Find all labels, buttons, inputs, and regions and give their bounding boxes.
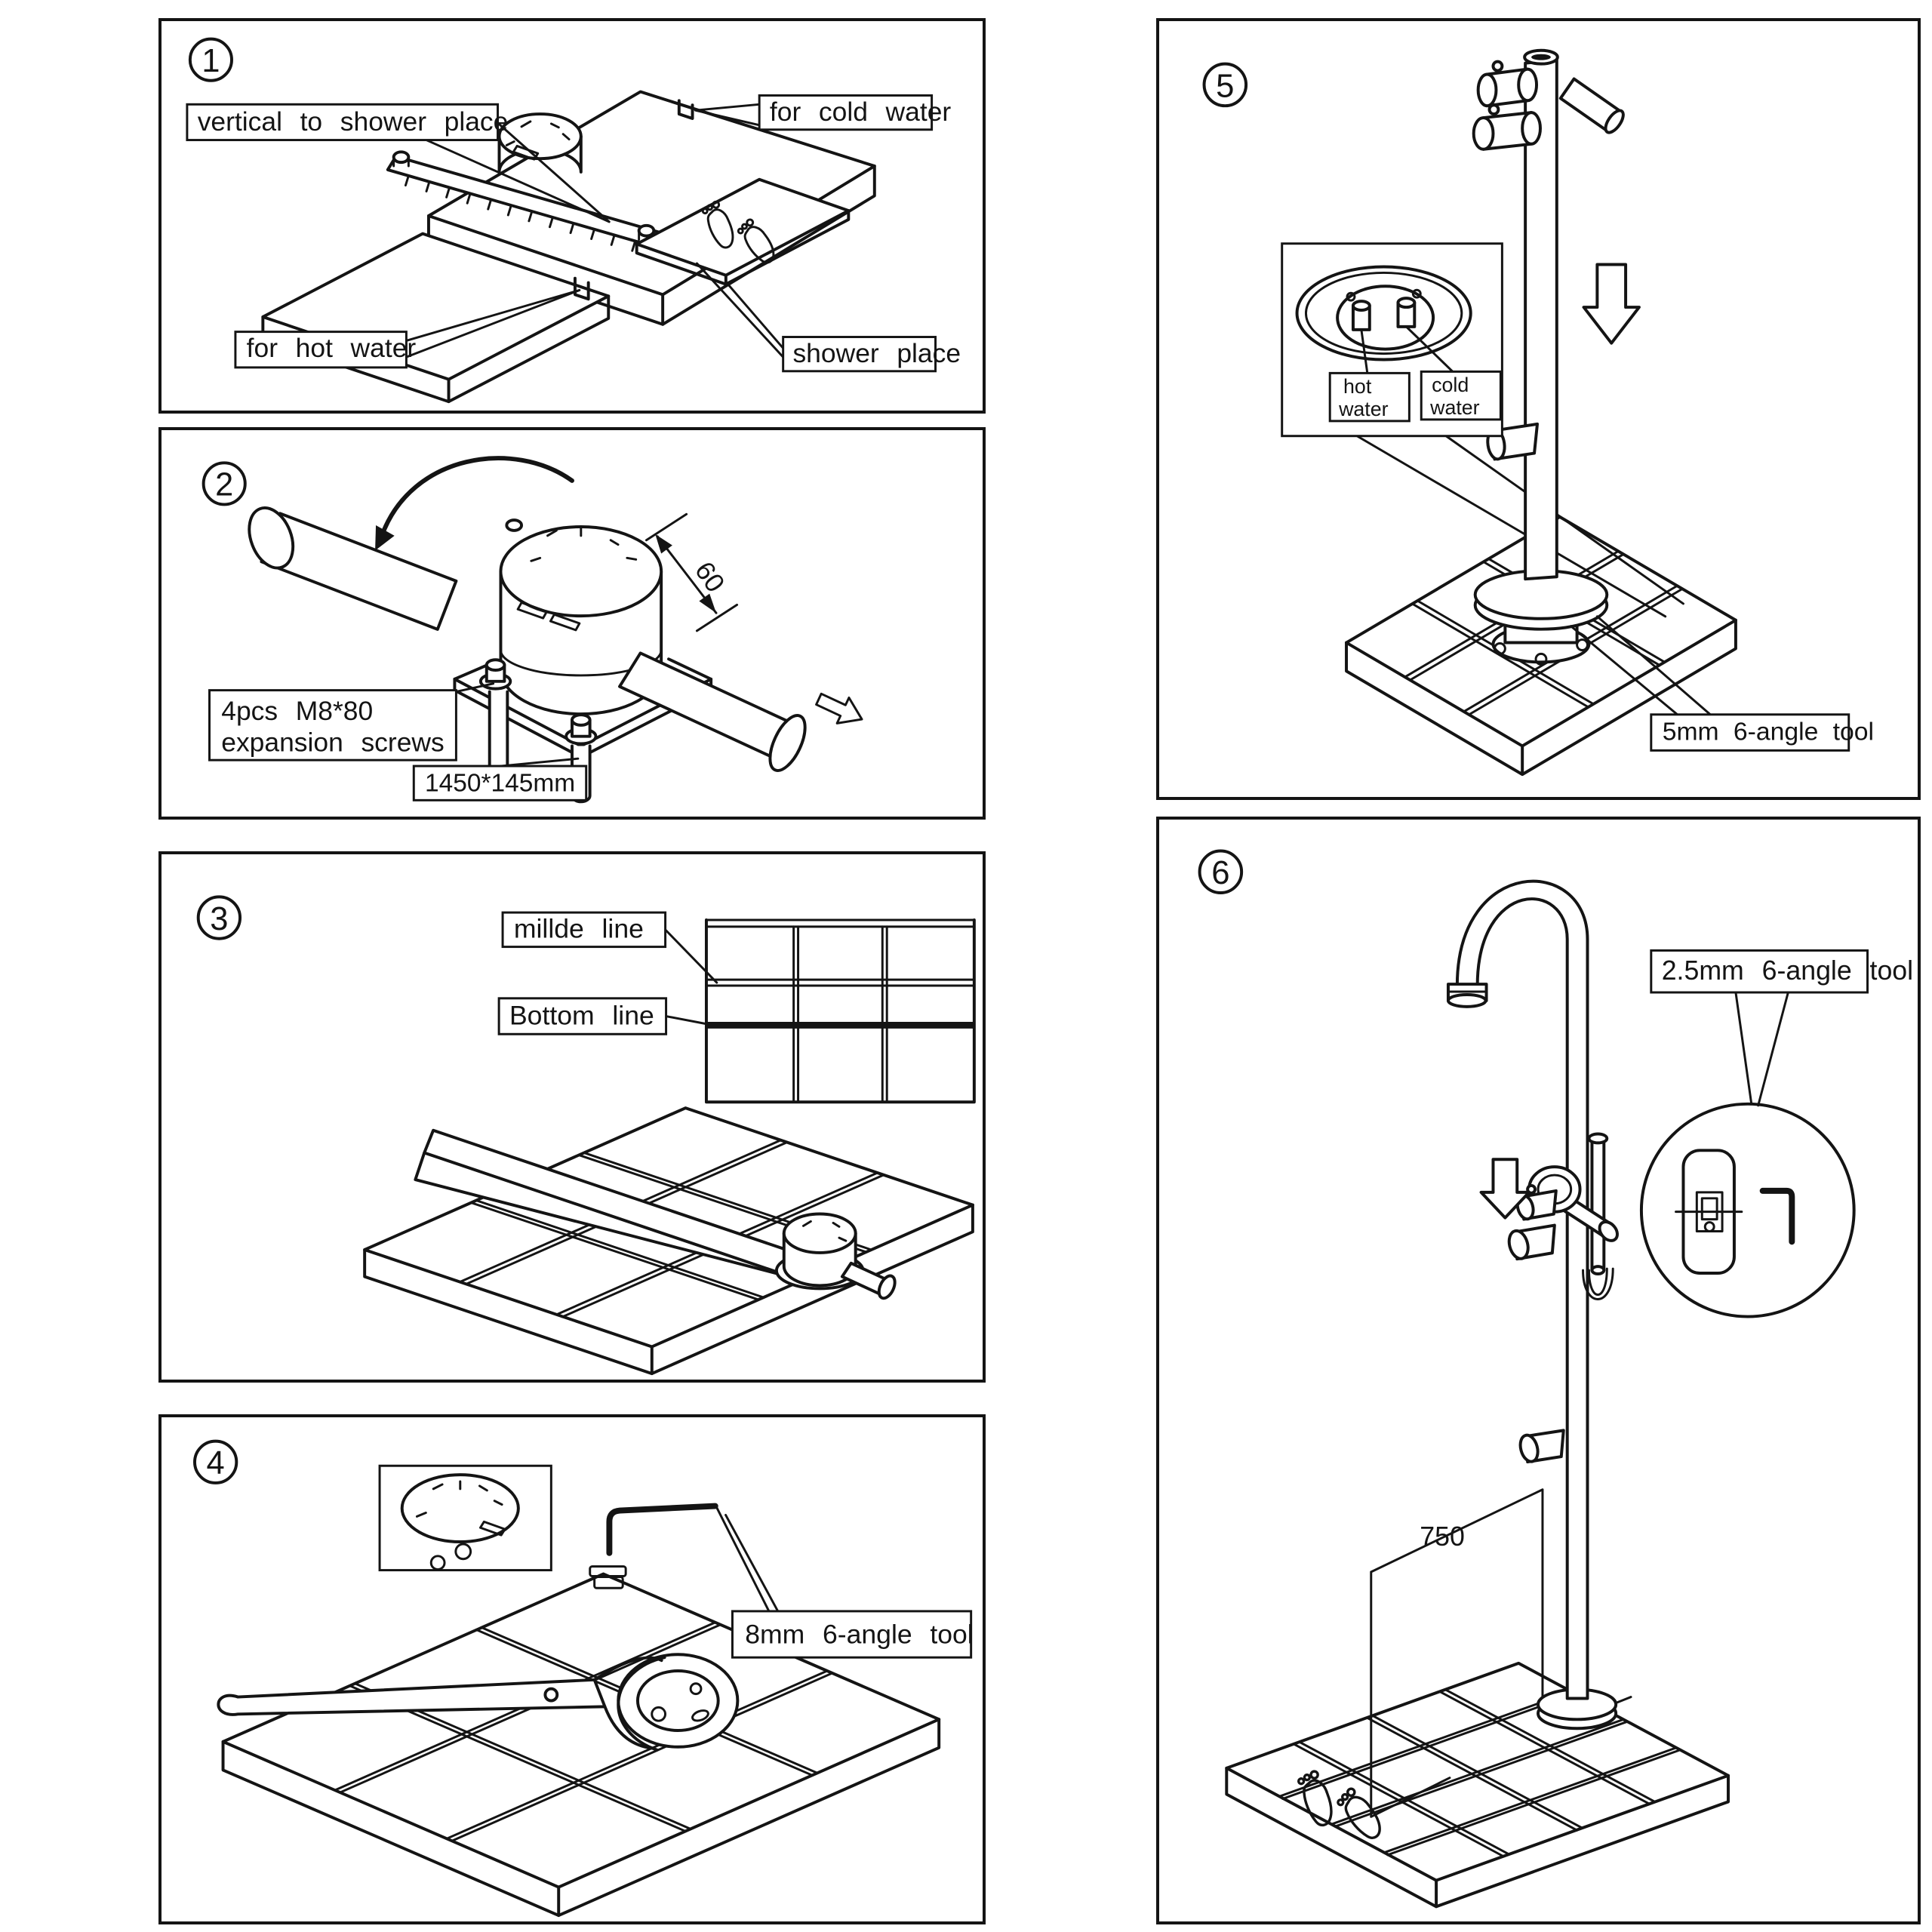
step-6-panel [1156, 817, 1921, 1924]
svg-text:60: 60 [688, 555, 731, 598]
label-bottom-line [499, 998, 666, 1034]
svg-text:5mm 6-angle tool: 5mm 6-angle tool [1662, 717, 1875, 746]
label-8mm-tool [732, 1611, 973, 1657]
svg-text:2: 2 [215, 466, 234, 503]
step-1-drawing [162, 21, 983, 411]
svg-text:water: water [1430, 395, 1480, 419]
label-expansion-screws [210, 691, 457, 761]
callout-leaders [666, 930, 717, 1026]
label-cold-water [1421, 371, 1500, 419]
svg-text:4pcs M8*80: 4pcs M8*80 [221, 696, 374, 726]
svg-text:millde line: millde line [513, 913, 644, 944]
svg-text:for hot water: for hot water [246, 333, 417, 364]
cover-detail-inset [380, 1466, 551, 1570]
outlet-pipe-drawing [620, 653, 868, 775]
svg-text:for cold water: for cold water [769, 96, 952, 127]
svg-text:shower place: shower place [792, 337, 961, 368]
shower-column-drawing [1448, 881, 1588, 1699]
tiled-platform-drawing [365, 1108, 973, 1374]
step-4-badge [195, 1441, 236, 1483]
label-plate-size [414, 766, 586, 800]
spout-nozzle [1448, 984, 1487, 1007]
label-middle-line [503, 912, 666, 946]
step-6-badge [1200, 851, 1242, 893]
label-5mm-tool [1651, 715, 1874, 751]
step-2-panel [158, 427, 986, 820]
svg-text:750: 750 [1420, 1521, 1465, 1552]
label-for-hot-water [235, 332, 417, 368]
step-1-panel [158, 18, 986, 414]
svg-text:8mm 6-angle tool: 8mm 6-angle tool [745, 1619, 974, 1650]
base-flange-drawing [1475, 571, 1607, 664]
step-3-badge [198, 897, 240, 938]
detail-magnifier [1641, 1104, 1854, 1317]
svg-text:expansion screws: expansion screws [221, 727, 445, 758]
step-5-panel [1156, 18, 1921, 800]
callout-leaders [717, 1508, 778, 1611]
svg-text:1450*145mm: 1450*145mm [425, 769, 576, 798]
step-4-panel [158, 1414, 986, 1924]
step-4-drawing [162, 1417, 983, 1921]
label-for-cold-water [759, 95, 951, 129]
water-connections-inset [1282, 244, 1503, 436]
callout-leaders [1736, 992, 1788, 1106]
step-2-badge [204, 463, 245, 504]
step-2-drawing [162, 430, 983, 817]
label-vertical-to-shower-place [187, 104, 508, 140]
svg-text:cold: cold [1432, 374, 1469, 397]
base-cover-drawing [618, 1654, 737, 1747]
side-fitting-drawing [1518, 1430, 1564, 1463]
svg-text:1: 1 [202, 42, 220, 79]
svg-text:2.5mm 6-angle tool: 2.5mm 6-angle tool [1661, 955, 1914, 986]
svg-text:hot: hot [1343, 375, 1372, 398]
step-3-panel [158, 851, 986, 1383]
step-6-drawing [1159, 820, 1918, 1921]
step-3-drawing [162, 854, 983, 1380]
label-shower-place [783, 337, 961, 371]
tiled-base-drawing [1226, 1663, 1728, 1906]
label-2-5mm-tool [1651, 950, 1913, 992]
step-5-badge [1204, 64, 1247, 106]
supply-pipe-drawing [242, 502, 457, 629]
down-arrow-icon [1584, 265, 1639, 343]
allen-key-icon [609, 1506, 715, 1553]
svg-text:water: water [1339, 397, 1389, 420]
step-1-badge [190, 39, 232, 81]
svg-text:3: 3 [210, 900, 229, 937]
svg-text:Bottom line: Bottom line [509, 1000, 654, 1031]
svg-text:5: 5 [1216, 67, 1235, 105]
svg-text:6: 6 [1211, 854, 1230, 892]
slide-arrow-icon [813, 686, 868, 732]
step-5-drawing [1159, 21, 1918, 797]
svg-text:4: 4 [206, 1445, 225, 1482]
svg-text:vertical to shower place: vertical to shower place [197, 106, 509, 137]
label-hot-water [1330, 373, 1409, 420]
wall-tile-elevation [706, 920, 974, 1102]
hand-shower-assembly [1506, 1134, 1621, 1299]
